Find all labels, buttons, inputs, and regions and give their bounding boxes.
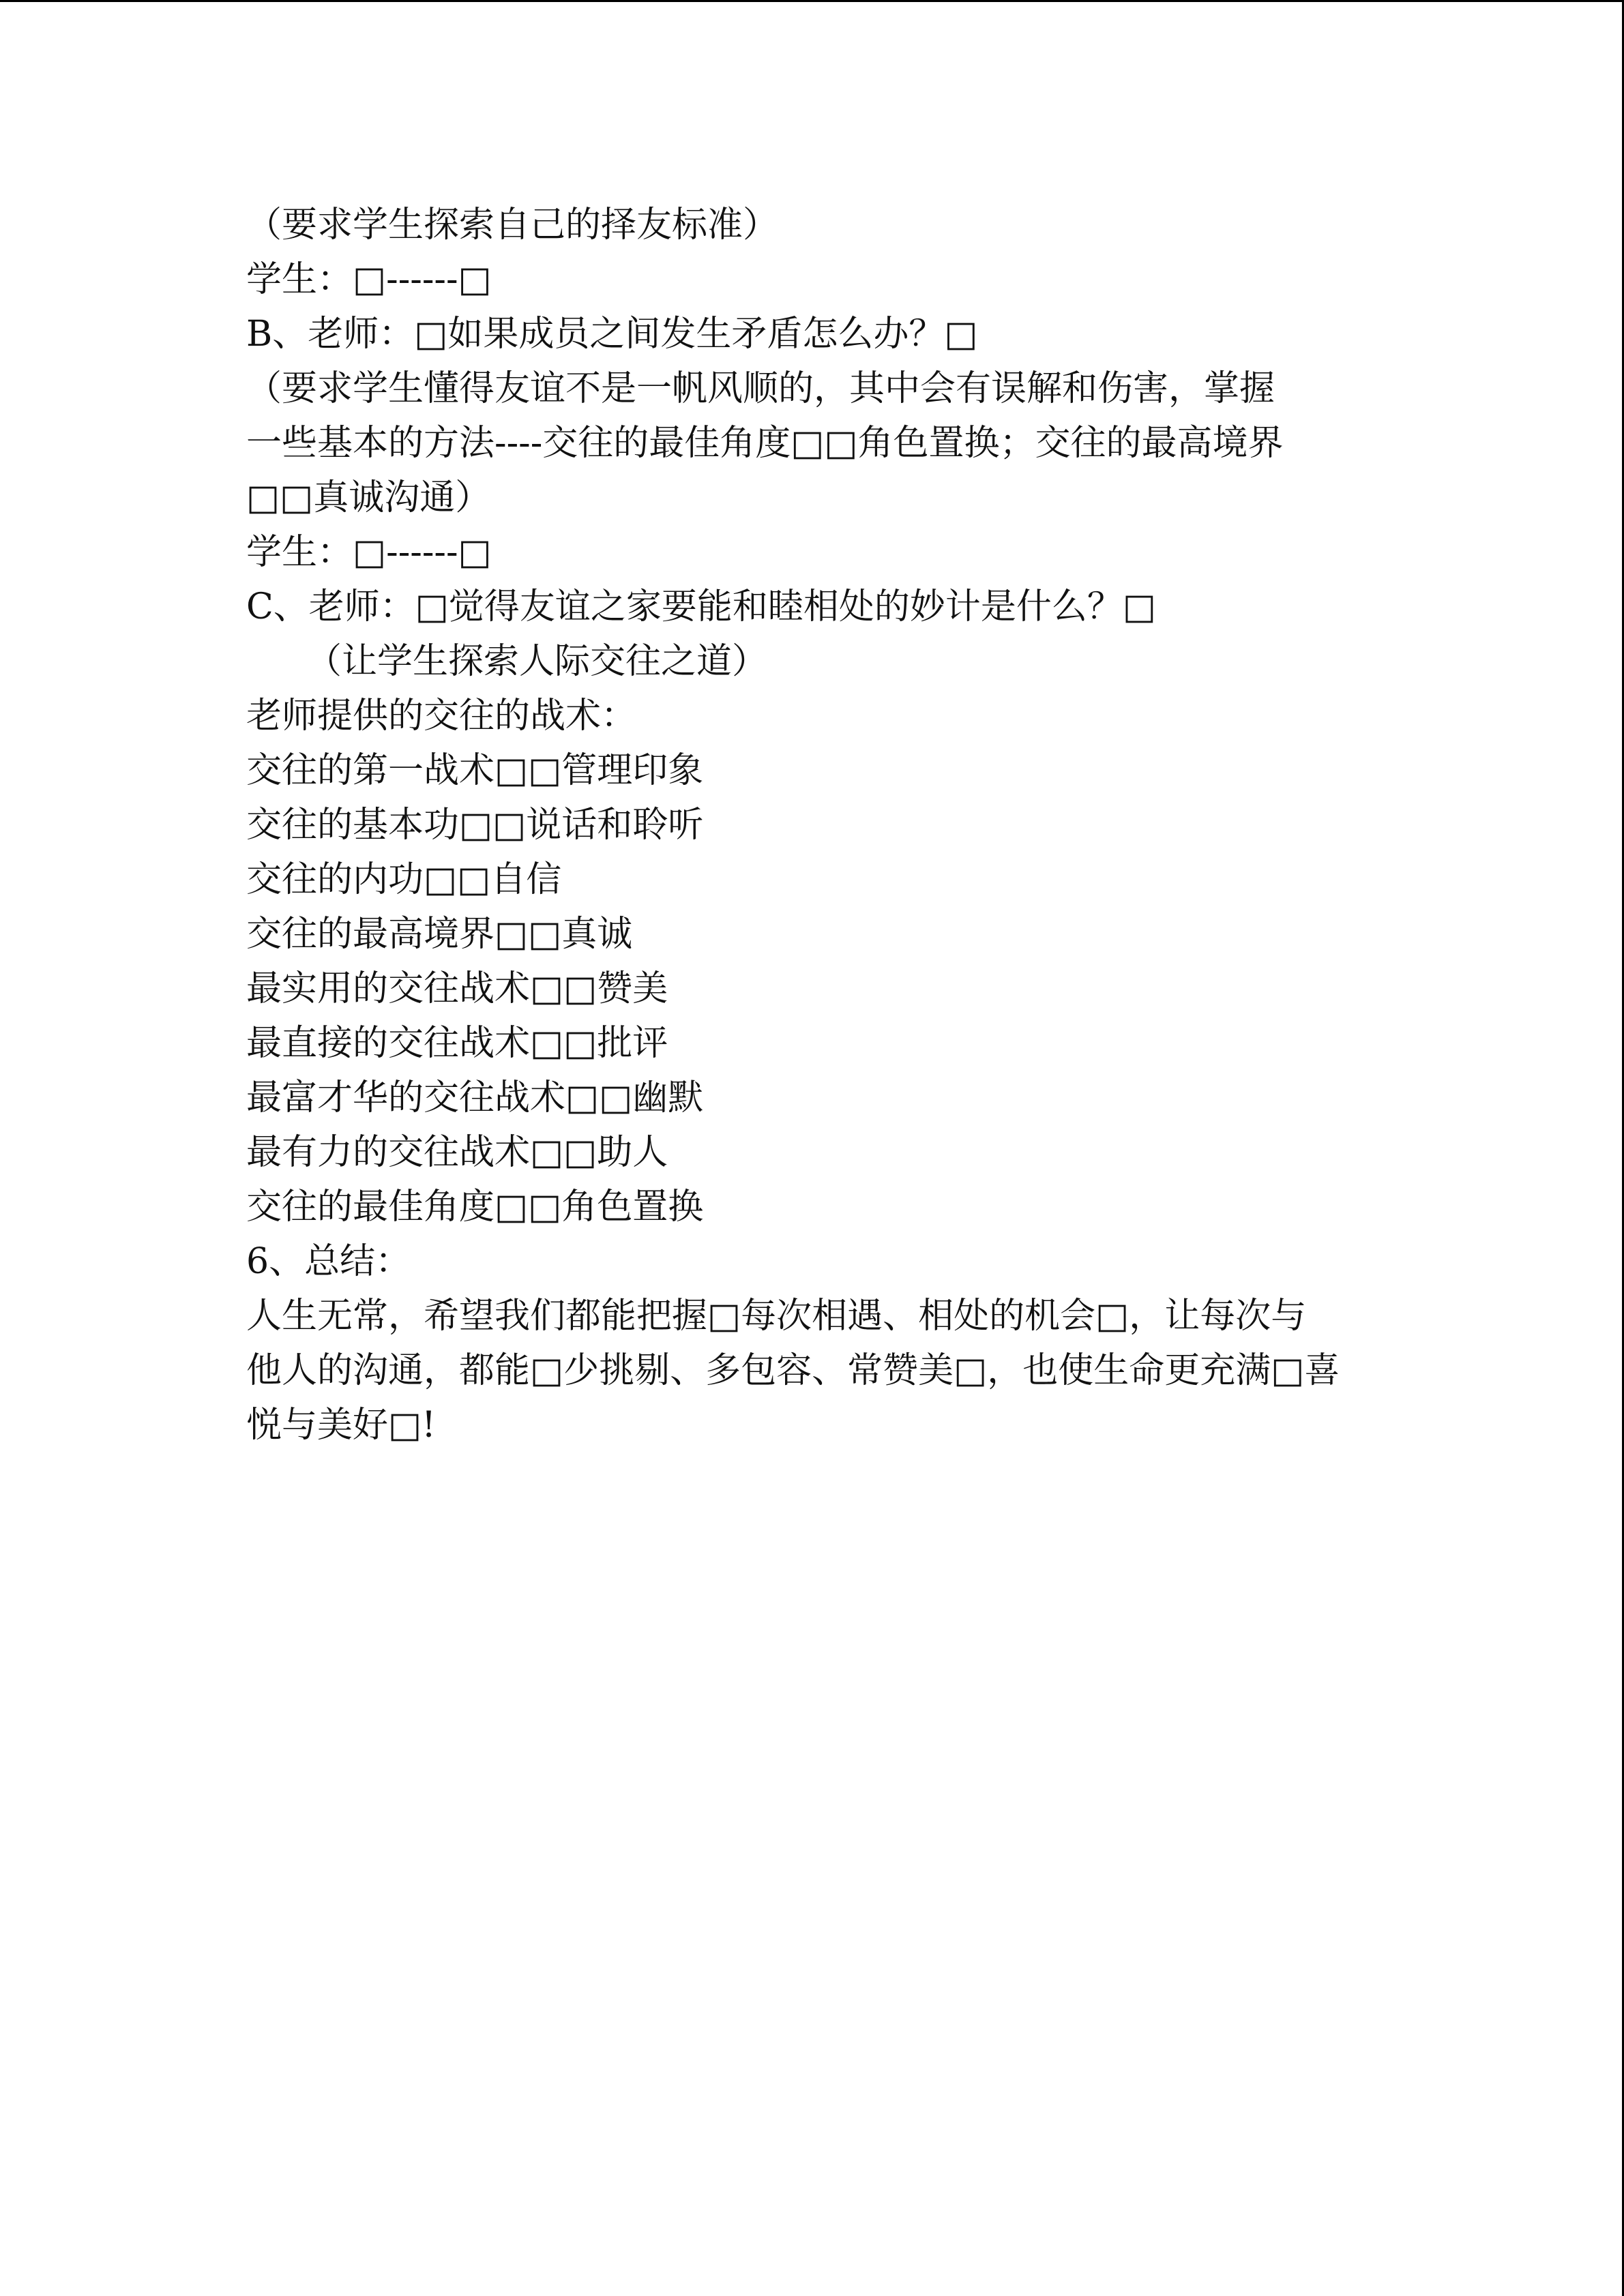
text-line: 最有力的交往战术□□助人 xyxy=(246,1132,668,1173)
text-line: 交往的最佳角度□□角色置换 xyxy=(246,1187,704,1227)
text-line: 最富才华的交往战术□□幽默 xyxy=(246,1077,704,1118)
text-line: （让学生探索人际交往之道） xyxy=(306,641,768,682)
text-line: （要求学生懂得友谊不是一帆风顺的，其中会有误解和伤害，掌握 xyxy=(246,368,1275,409)
page-top-border xyxy=(0,0,1624,2)
text-line: B、老师：□如果成员之间发生矛盾怎么办？□ xyxy=(246,314,978,355)
text-line: 交往的第一战术□□管理印象 xyxy=(246,750,704,791)
text-line: 交往的基本功□□说话和聆听 xyxy=(246,805,704,846)
text-line: 6、总结： xyxy=(246,1241,411,1282)
text-line: C、老师：□觉得友谊之家要能和睦相处的妙计是什么？□ xyxy=(246,586,1157,627)
text-line: 最直接的交往战术□□批评 xyxy=(246,1023,668,1064)
text-line: □□真诚沟通） xyxy=(246,477,491,518)
text-line: 学生：□------□ xyxy=(246,259,492,300)
text-line: 一些基本的方法----交往的最佳角度□□角色置换；交往的最高境界 xyxy=(246,423,1284,464)
text-line: 交往的内功□□自信 xyxy=(246,859,562,900)
document-body xyxy=(246,198,1372,1452)
text-line: 他人的沟通，都能□少挑剔、多包容、常赞美□，也使生命更充满□喜 xyxy=(246,1350,1340,1391)
text-line: 学生：□------□ xyxy=(246,532,492,573)
text-line: 老师提供的交往的战术： xyxy=(246,696,637,736)
text-line: 最实用的交往战术□□赞美 xyxy=(246,968,668,1009)
text-line: 交往的最高境界□□真诚 xyxy=(246,914,633,955)
text-line: 悦与美好□! xyxy=(246,1405,437,1446)
text-line: （要求学生探索自己的择友标准） xyxy=(246,205,779,245)
text-line: 人生无常，希望我们都能把握□每次相遇、相处的机会□，让每次与 xyxy=(246,1296,1307,1337)
